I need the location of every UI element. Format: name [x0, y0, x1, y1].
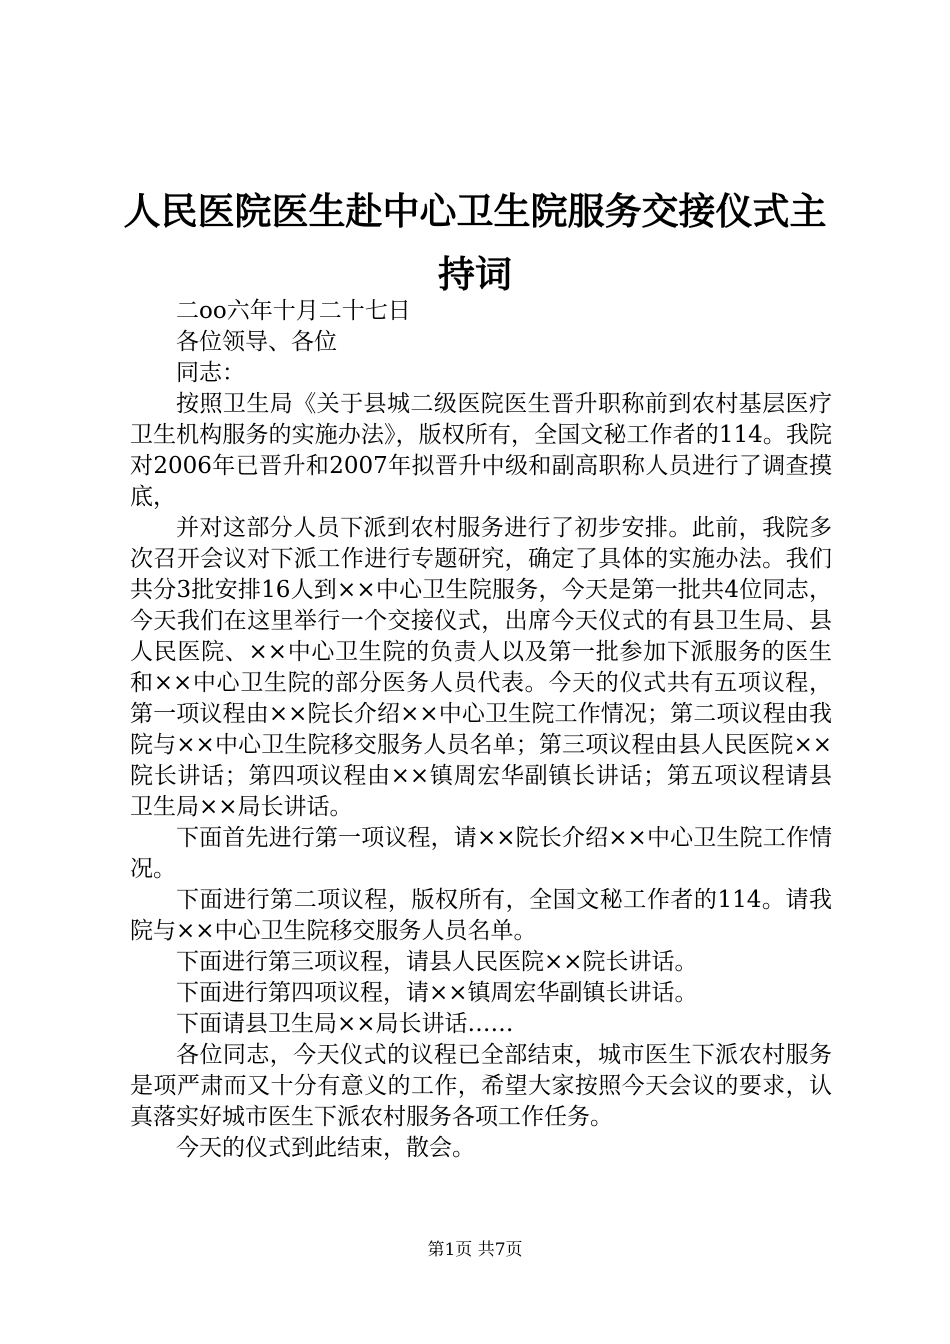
- salutation-line-2: 同志：: [176, 360, 245, 386]
- body-paragraph: 各位同志，今天仪式的议程已全部结束，城市医生下派农村服务是项严肃而又十分有意义的工作，希望大家按照今天会议的要求，认真落实好城市医生下派农村服务各项工作任务。: [130, 1042, 832, 1130]
- body-paragraph: 下面进行第二项议程，版权所有，全国文秘工作者的114。请我院与××中心卫生院移交服务人员名单。: [130, 887, 832, 944]
- document-body: [130, 296, 832, 1164]
- body-paragraph: 下面首先进行第一项议程，请××院长介绍××中心卫生院工作情况。: [130, 825, 832, 882]
- body-paragraph: 下面进行第四项议程，请××镇周宏华副镇长讲话。: [176, 980, 698, 1006]
- closing-paragraph: 今天的仪式到此结束，散会。: [176, 1135, 475, 1161]
- body-paragraph: 下面请县卫生局××局长讲话……: [176, 1011, 514, 1037]
- body-paragraph: 并对这部分人员下派到农村服务进行了初步安排。此前，我院多次召开会议对下派工作进行专题研究，确定了具体的实施办法。我们共分3批安排16人到××中心卫生院服务，今天是第一批共4位同志，今天我们在这里举行一个交接仪式，出席今天仪式的有县卫生局、县人民医院、××中心卫生院的负责人以及第一批参加下派服务的医生和××中心卫生院的部分医务人员代表。今天的仪式共有五项议程，第一项议程由××院长介绍××中心卫生院工作情况；第二项议程由我院与××中心卫生院移交服务人员名单；第三项议程由县人民医院××院长讲话；第四项议程由××镇周宏华副镇长讲话；第五项议程请县卫生局××局长讲话。: [130, 515, 832, 820]
- date-line: 二oo六年十月二十七日: [176, 298, 411, 324]
- body-paragraph: 下面进行第三项议程，请县人民医院××院长讲话。: [176, 949, 698, 975]
- salutation-line-1: 各位领导、各位: [176, 329, 337, 355]
- page-footer: 第1页 共7页: [427, 1240, 523, 1260]
- body-paragraph: 按照卫生局《关于县城二级医院医生晋升职称前到农村基层医疗卫生机构服务的实施办法》，版权所有，全国文秘工作者的114。我院对2006年已晋升和2007年拟晋升中级和副高职称人员进行了调查摸底，: [130, 391, 832, 510]
- document-title: 人民医院医生赴中心卫生院服务交接仪式主持词: [123, 190, 827, 296]
